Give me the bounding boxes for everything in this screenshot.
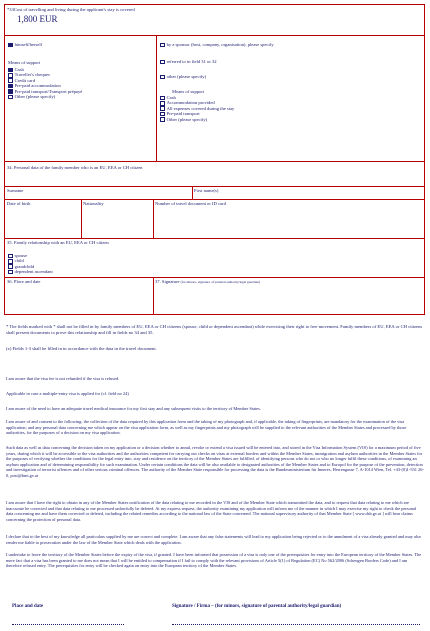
himself-label: himself/herself <box>14 42 43 47</box>
divider-34-a <box>5 186 424 187</box>
means-left-item-label: Credit card <box>14 77 36 83</box>
divider-36 <box>5 277 424 278</box>
amount-value[interactable]: 1,800 EUR <box>17 14 58 24</box>
section-34-label: 34. Personal data of the family member who is an EU, EEA or CH citizen <box>7 165 143 170</box>
divider-36-37 <box>153 277 154 314</box>
relationship-item-label: dependent ascendant <box>14 269 53 275</box>
divider-34-c <box>5 199 424 200</box>
declaration-1: I am aware that the visa fee is not refunded if the visa is refused. <box>6 376 120 381</box>
checkbox-icon[interactable] <box>160 117 165 122</box>
place-date-field[interactable]: 36. Place and date <box>7 279 41 284</box>
himself-option[interactable] <box>8 42 42 48</box>
checkbox-icon[interactable] <box>160 60 165 65</box>
checkbox-icon[interactable] <box>8 73 13 78</box>
divider-34-e <box>153 199 154 238</box>
signature-line[interactable] <box>172 624 420 625</box>
means-right-item-label: All expenses covered during the stay <box>166 105 235 111</box>
means-left-item-label: Pre-paid accommodation <box>14 83 61 89</box>
declaration-3: I am aware of the need to have an adequate travel medical insurance for my first stay and any subsequent visits to the territory of Member States. <box>6 406 261 411</box>
sponsor-label: by a sponsor (host, company, organisation), please specify <box>166 42 274 47</box>
declaration-4: I am aware of and consent to the following: the collection of the data required by this application form and the taking of my photograph and, if applicable, the taking of fingerprints, are mandatory for the examination of the visa application; and any personal data concerning me which appear on the visa application form, as well as my fingerprints and my photograph will be supplied to the relevant authorities of the Member States and processed by those authorities, for the purposes of a decision on my visa application. <box>6 419 407 436</box>
divider-34-b <box>192 186 193 199</box>
checkbox-icon[interactable] <box>8 259 13 264</box>
checkbox-icon[interactable] <box>160 112 165 117</box>
checkbox-icon[interactable] <box>8 43 13 48</box>
nationality-field[interactable]: Nationality <box>83 201 104 206</box>
means-right-item[interactable] <box>160 117 234 122</box>
means-right-item-label: Cash <box>166 95 176 100</box>
means-right-label: Means of support <box>172 89 205 94</box>
other-label: other (please specify) <box>166 74 207 79</box>
signature-note: (for minors, signature of parental authority/legal guardian) <box>180 280 261 284</box>
means-left-item-label: Cash <box>14 67 24 72</box>
divider-33-middle <box>156 35 157 162</box>
signature-label: 37. Signature <box>155 279 180 284</box>
means-right-item-label: Pre-paid transport <box>166 111 200 117</box>
relationship-item[interactable] <box>8 269 53 274</box>
means-left-item-label: Traveller's cheques <box>14 72 50 78</box>
checkbox-icon[interactable] <box>160 101 165 106</box>
first-names-field[interactable]: First name(s) <box>194 188 219 193</box>
divider-33-top <box>5 35 424 36</box>
right-means-list <box>160 95 234 122</box>
means-right-item-label: Other (please specify) <box>166 116 208 122</box>
section-35-label: 35. Family relationship with an EU, EEA or CH citizen <box>7 240 109 245</box>
place-date-line[interactable] <box>12 624 124 625</box>
relationship-item-label: child <box>14 258 24 264</box>
other-option[interactable] <box>160 74 206 80</box>
declaration-2: Applicable in case a multiple-entry visa is applied for (cf. field no 24) <box>6 391 129 396</box>
checkbox-icon[interactable] <box>160 75 165 80</box>
left-means-list <box>8 67 82 99</box>
means-left-label: Means of support <box>8 60 41 65</box>
surname-field[interactable]: Surname <box>7 188 24 193</box>
place-date-label: Place and date <box>12 604 44 609</box>
divider-35 <box>5 238 424 239</box>
declaration-7: I declare that to the best of my knowledge all particulars supplied by me are correct and complete. I am aware that any false statements will lead to my application being rejected or to the annulment of a visa already granted and may also render me liable to prosecution under the law of the Member State which deals with the application. <box>6 534 422 545</box>
referred-option[interactable] <box>160 59 217 65</box>
declaration-5: Such data as well as data concerning the decision taken on my application or a decision whether to annul, revoke or extend a visa issued will be entered into, and stored in the Visa Information System (VIS) for a maximum period of five years, during which it will be accessible to the visa authorities and the authorities competent for carrying out checks on visas at external borders and within the Member States, immigration and asylum authorities in the Member States for the purposes of verifying whether the conditions for the legal entry into, stay and residence on the territory of the Member States are fulfilled, of identifying persons who do not or who no longer fulfil these conditions, of examining an asylum application and of determining responsibility for such examination. Under certain conditions the data will be also available to designated authorities of the Member States and to Europol for the purpose of the prevention, detection and investigation of terrorist offences and of other serious criminal offences. The authority of the Member State responsible for processing the data is the Bundesministerium für Inneres, Herrengasse 7, A-1014 Wien, Tel. +43-(0)1-531 26-0, post@bmi.gv.at <box>6 445 424 478</box>
relationship-item-label: spouse <box>14 253 28 258</box>
referred-label: referred to in field 31 or 32 <box>166 59 217 64</box>
sponsor-option[interactable] <box>160 42 274 48</box>
application-form-table <box>4 4 425 315</box>
checkbox-icon[interactable] <box>8 270 13 275</box>
footnote-x: (x) Fields 1-3 shall be filled in in accordance with the data in the travel document. <box>6 346 157 351</box>
declaration-6: I am aware that I have the right to obtain in any of the Member States notification of the data relating to me recorded in the VIS and of the Member State which transmitted the data, and to request that data relating to me which are inaccurate be corrected and that data relating to me processed unlawfully be deleted. At my express request, the authority examining my application will inform me of the manner in which I may exercise my right to check the personal data concerning me and have them corrected or deleted, including the related remedies according to the national law of the State concerned. The national supervisory authority of that Member State [ www.dsb.gv.at ] will hear claims concerning the protection of personal data. <box>6 500 417 522</box>
means-left-item-label: Pre-paid transport/Transport prépayé <box>14 88 83 94</box>
signature-label-bottom: Signature / Firma – (for minors, signature of parental authority/legal guardian) <box>172 604 342 609</box>
doc-number-field[interactable]: Number of travel document or ID card <box>155 201 226 206</box>
declaration-8: I undertake to leave the territory of the Member States before the expiry of the visa, if granted. I have been informed that possession of a visa is only one of the prerequisites for entry into the European territory of the Member States. The mere fact that a visa has been granted to me does not mean that I will be entitled to compensation if I fail to comply with the relevant provisions of Article 5(1) of Regulation (EC) No 562/2006 (Schengen Borders Code) and I am therefore refused entry. The prerequisites for entry will be checked again on entry into the European territory of the Member States. <box>6 552 422 569</box>
means-left-item[interactable] <box>8 94 82 99</box>
signature-field[interactable] <box>155 279 260 286</box>
footnote-star: * The fields marked with * shall not be filled in by family members of EU, EEA or CH citizens (spouse, child or dependent ascendant) while exercising their right to free movement. Family members of EU, EEA or CH citizens shall present documents to prove this relationship and fill in fields no 34 and 35. <box>6 324 423 335</box>
divider-34-d <box>81 199 82 238</box>
relationship-list <box>8 253 53 275</box>
section-33-label: *33Cost of travelling and living during the applicant's stay is covered <box>7 7 135 12</box>
means-left-item-label: Other (please specify) <box>14 94 56 100</box>
checkbox-icon[interactable] <box>160 43 165 48</box>
relationship-item-label: grandchild <box>14 263 35 269</box>
means-right-item-label: Accommodation provided <box>166 100 215 106</box>
checkbox-icon[interactable] <box>8 95 13 100</box>
checkbox-icon[interactable] <box>8 84 13 89</box>
dob-field[interactable]: Date of birth <box>7 201 31 206</box>
